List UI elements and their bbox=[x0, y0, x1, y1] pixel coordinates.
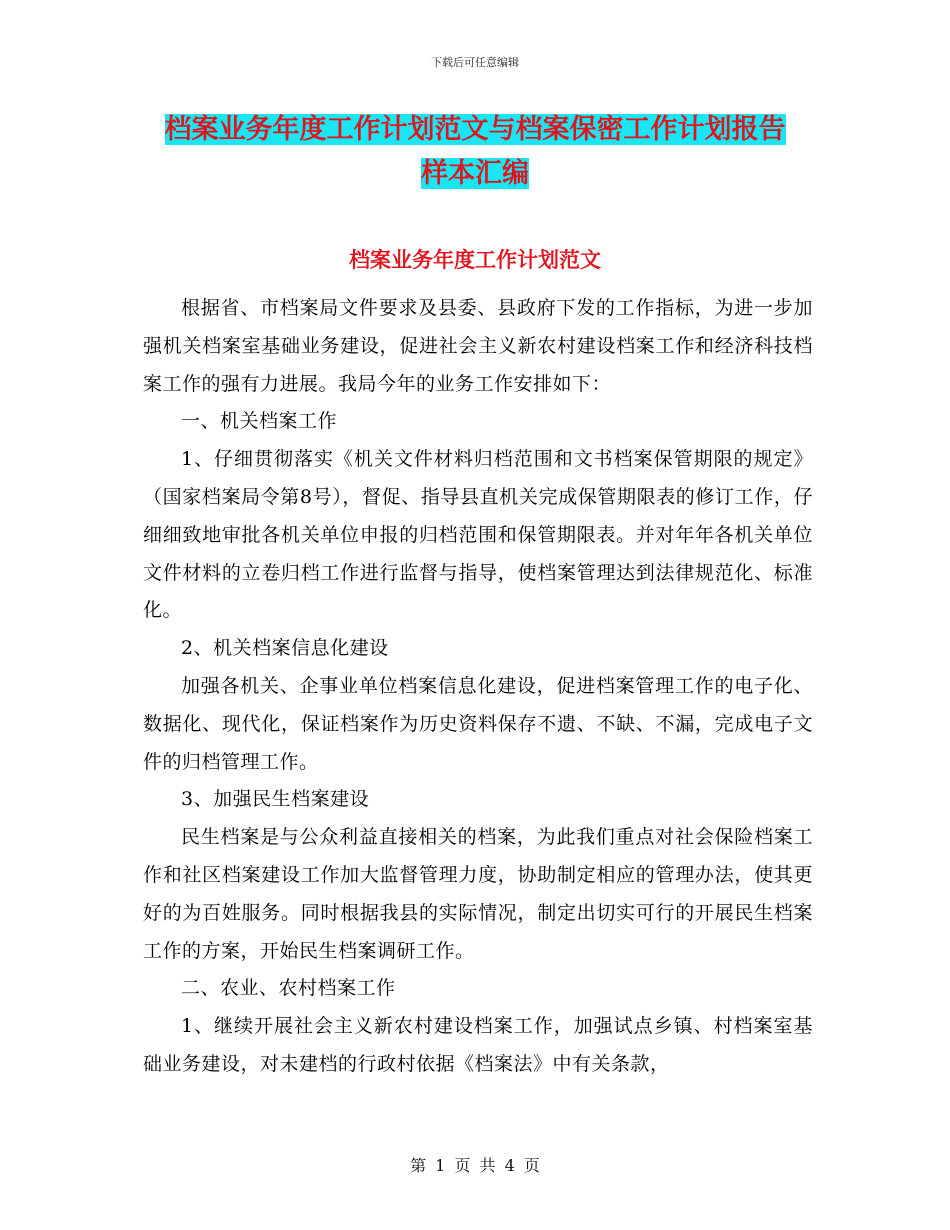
heading-agency-archives: 一、机关档案工作 bbox=[181, 410, 338, 433]
subheading-livelihood: 3、加强民生档案建设 bbox=[181, 788, 370, 811]
heading-agriculture-archives: 二、农业、农村档案工作 bbox=[181, 977, 396, 1000]
body-text bbox=[143, 290, 813, 1084]
paragraph-informatization: 加强各机关、企事业单位档案信息化建设，促进档案管理工作的电子化、数据化、现代化，保证档案作为历史资料保存不遗、不缺、不漏，完成电子文件的归档管理工作。 bbox=[143, 674, 813, 773]
subheading-informatization: 2、机关档案信息化建设 bbox=[181, 637, 389, 660]
header-note: 下载后可任意编辑 bbox=[431, 56, 519, 69]
paragraph-item-1: 1、仔细贯彻落实《机关文件材料归档范围和文书档案保管期限的规定》（国家档案局令第8号），督促、指导县直机关完成保管期限表的修订工作，仔细细致地审批各机关单位申报的归档范围和保管期限表。并对年年各机关单位文件材料的立卷归档工作进行监督与指导，使档案管理达到法律规范化、标准化。 bbox=[143, 448, 813, 622]
document-title-text-1: 档案业务年度工作计划范文与档案保密工作计划报告 bbox=[164, 114, 786, 145]
section-title: 档案业务年度工作计划范文 bbox=[349, 248, 601, 272]
document-title-line-1 bbox=[140, 108, 810, 152]
paragraph-livelihood: 民生档案是与公众利益直接相关的档案，为此我们重点对社会保险档案工作和社区档案建设工作加大监督管理力度，协助制定相应的管理办法，使其更好的为百姓服务。同时根据我县的实际情况，制定出切实可行的开展民生档案工作的方案，开始民生档案调研工作。 bbox=[143, 826, 813, 962]
document-title-line-2 bbox=[140, 152, 810, 196]
document-title-text-2: 样本汇编 bbox=[421, 158, 529, 189]
paragraph-intro: 根据省、市档案局文件要求及县委、县政府下发的工作指标，为进一步加强机关档案室基础业务建设，促进社会主义新农村建设档案工作和经济科技档案工作的强有力进展。我局今年的业务工作安排如下： bbox=[143, 297, 813, 395]
page-footer: 第 1 页 共 4 页 bbox=[410, 1156, 540, 1175]
paragraph-agriculture-item-1: 1、继续开展社会主义新农村建设档案工作，加强试点乡镇、村档案室基础业务建设，对未建档的行政村依据《档案法》中有关条款， bbox=[143, 1015, 813, 1075]
